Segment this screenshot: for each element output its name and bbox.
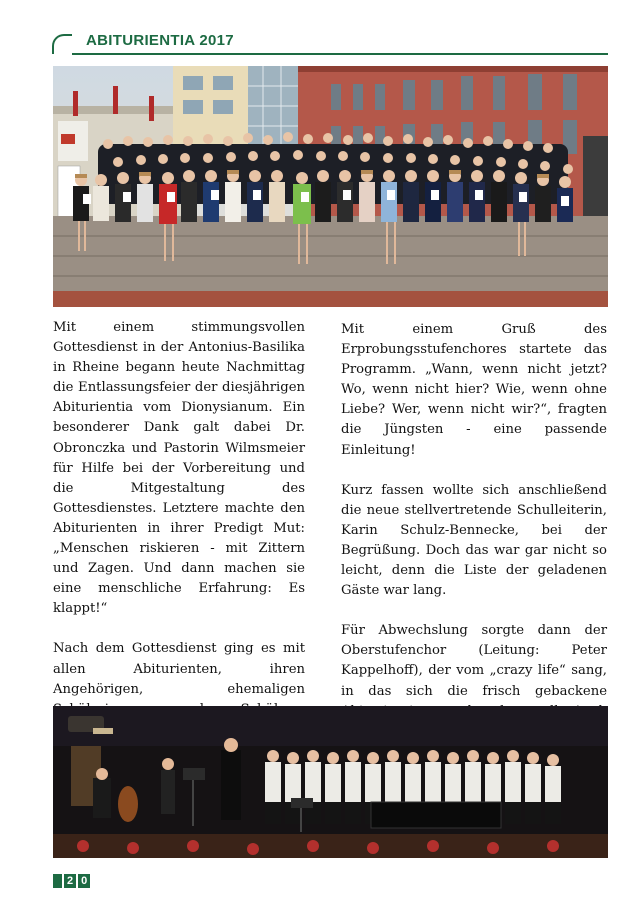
choir-stage-photo (53, 706, 608, 858)
choir-photo-illustration (53, 706, 608, 858)
paragraph: Nach dem Gottesdienst ging es mit allen Abiturienten, ihren Angehörigen, ehemaligen (53, 641, 305, 697)
graduation-photo-illustration (53, 66, 608, 307)
paragraph: Für Abwechslung sorgte dann der Oberstufenchor (Leitung: Peter Kappelhoff), der vom „crazy life“ sang, in das sich die frisch gebackene (341, 623, 607, 699)
paragraph: Mit einem Gruß des Erprobungsstufenchores startete das Programm. „Wann, wenn nicht jetzt? Wo, wenn nicht hier? Wie, wenn ohne Liebe? Wer, wenn nicht wir?“, fragten die Jüngsten - eine passende Einleitung! (341, 322, 607, 458)
header-corner-ornament (52, 34, 72, 54)
page-number-digit: 2 (64, 874, 76, 888)
paragraph: Mit einem stimmungsvollen Gottesdienst in der Antonius-Basilika in Rheine begann heute Nachmittag die Entlassungsfeier der diesjährigen Abiturientia vom Dionysianum. Ein besonderer Dank galt dabei Dr. Obronczka und Pastorin Wilmsmeier für Hilfe bei der Vorbereitung und die Mitgestaltung des Gottesdienstes. Letztere machte den Abiturienten in ihrer Predigt Mut: „Menschen riskieren - mit Zittern und Zagen. Und dann machen sie eine menschliche Erfahrung: Es klappt!“ (53, 320, 305, 617)
section-title: ABITURIENTIA 2017 (86, 32, 234, 49)
paragraph: Kurz fassen wollte sich anschließend die neue stellvertretende Schulleiterin, Karin Schulz-Bennecke, bei der Begrüßung. Doch das war gar nicht so leicht, denn die Liste der geladenen Gäste war lang. (341, 482, 607, 599)
header-underline (72, 53, 608, 55)
page-number-digit: 0 (78, 874, 90, 888)
page-number-marker (53, 874, 62, 888)
graduation-group-photo (53, 66, 608, 307)
page-number (53, 874, 90, 888)
